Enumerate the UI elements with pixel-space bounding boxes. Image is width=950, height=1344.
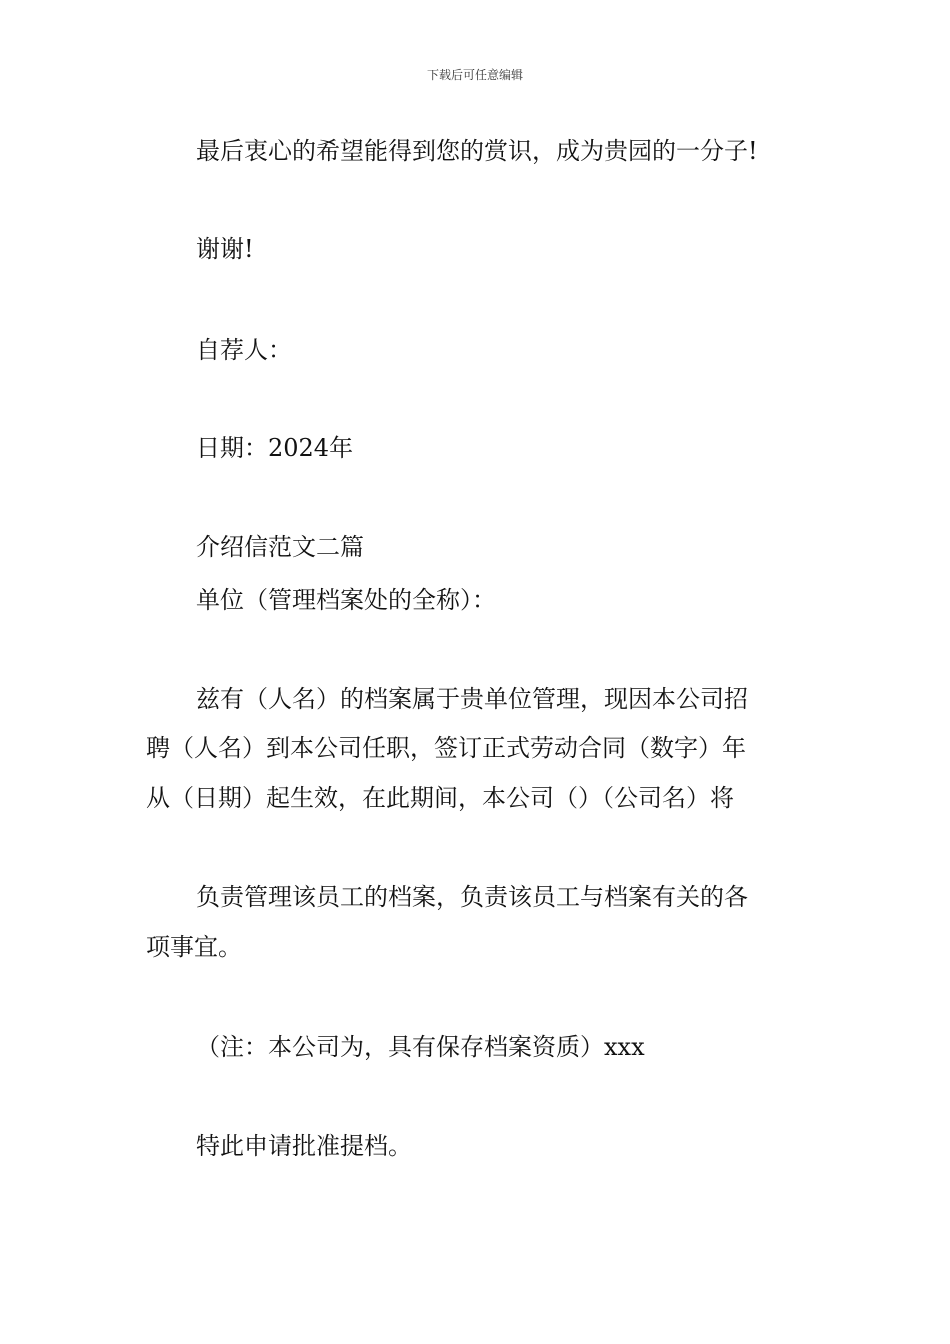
note-line: （注：本公司为，具有保存档案资质）xxx (196, 1033, 645, 1061)
self-recommender-line: 自荐人： (196, 336, 292, 364)
section-title: 介绍信范文二篇 (196, 533, 364, 561)
request-line: 特此申请批准提档。 (196, 1132, 412, 1160)
addressee-line: 单位（管理档案处的全称）： (196, 586, 496, 614)
thanks-line: 谢谢! (196, 235, 254, 263)
page-header: 下载后可任意编辑 (426, 68, 523, 82)
paragraph-2-line-2: 项事宜。 (146, 933, 242, 961)
paragraph-1-line-1: 兹有（人名）的档案属于贵单位管理，现因本公司招 (196, 685, 748, 713)
date-line: 日期：2024年 (196, 434, 354, 462)
paragraph-2-line-1: 负责管理该员工的档案，负责该员工与档案有关的各 (196, 883, 748, 911)
closing-line: 最后衷心的希望能得到您的赏识，成为贵园的一分子! (196, 137, 758, 165)
paragraph-1-line-3: 从（日期）起生效，在此期间，本公司（）（公司名）将 (146, 784, 734, 812)
paragraph-1-line-2: 聘（人名）到本公司任职，签订正式劳动合同（数字）年 (146, 734, 746, 762)
